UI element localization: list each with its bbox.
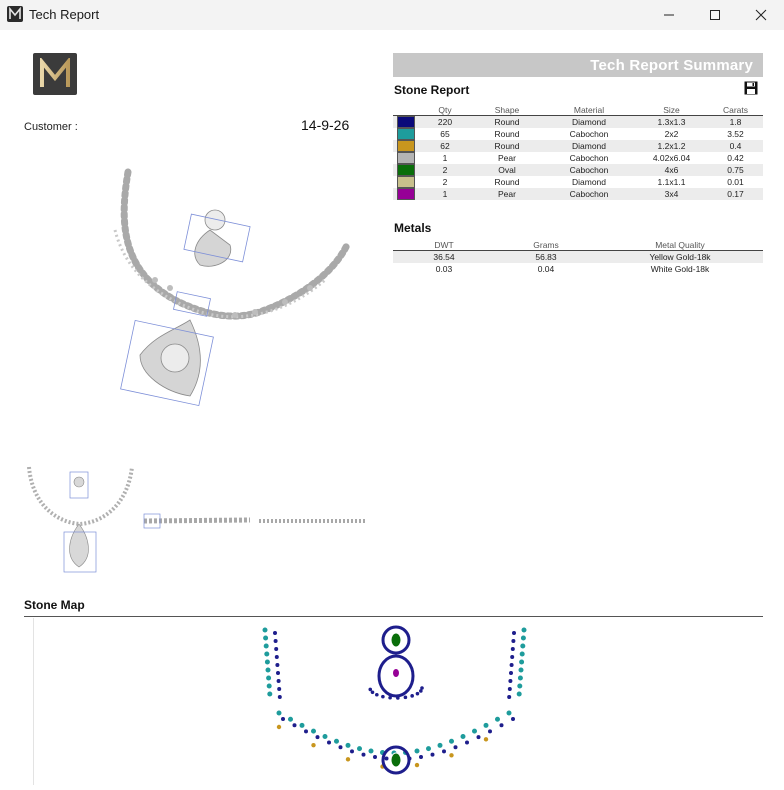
stone-dot bbox=[327, 741, 331, 745]
stone-dot bbox=[266, 676, 271, 681]
stone-report-table bbox=[393, 104, 763, 200]
stone-dot bbox=[288, 717, 293, 722]
stone-dot bbox=[273, 631, 277, 635]
summary-banner bbox=[393, 53, 763, 77]
window-title: Tech Report bbox=[29, 7, 100, 22]
stone-dot bbox=[507, 695, 511, 699]
stone-dot bbox=[426, 746, 431, 751]
cell-size: 4x6 bbox=[635, 164, 708, 176]
stone-dot bbox=[263, 636, 268, 641]
stone-dot bbox=[521, 636, 526, 641]
col-dwt: DWT bbox=[393, 239, 495, 251]
stone-dot bbox=[277, 711, 282, 716]
stone-color-swatch bbox=[397, 128, 415, 140]
stone-setting bbox=[391, 753, 401, 767]
stone-dot bbox=[517, 692, 522, 697]
cell-material: Diamond bbox=[543, 140, 635, 152]
stone-dot bbox=[404, 696, 408, 700]
customer-label: Customer : bbox=[24, 121, 78, 133]
col-qty: Qty bbox=[419, 104, 471, 116]
cell-qty: 2 bbox=[419, 164, 471, 176]
stone-dot bbox=[357, 746, 362, 751]
stone-dot bbox=[267, 684, 272, 689]
stone-dot bbox=[334, 739, 339, 744]
stone-dot bbox=[385, 757, 389, 761]
stone-dot bbox=[465, 741, 469, 745]
cell-carats: 0.75 bbox=[708, 164, 763, 176]
cell-size: 3x4 bbox=[635, 188, 708, 200]
cell-shape: Round bbox=[471, 140, 543, 152]
stone-color-cell bbox=[393, 140, 419, 152]
cell-material: Cabochon bbox=[569, 153, 609, 163]
col-size: Size bbox=[635, 104, 708, 116]
stone-dot bbox=[267, 692, 272, 697]
col-metal-quality: Metal Quality bbox=[597, 239, 763, 251]
cell-size: 1.3x1.3 bbox=[635, 116, 708, 129]
stone-dot bbox=[461, 734, 466, 739]
stone-dot bbox=[519, 660, 524, 665]
stone-color-cell bbox=[393, 188, 419, 200]
stone-dot bbox=[275, 655, 279, 659]
stone-dot bbox=[510, 655, 514, 659]
stone-dot bbox=[304, 729, 308, 733]
cell-carats: 0.42 bbox=[727, 153, 744, 163]
stone-dot bbox=[373, 755, 377, 759]
stone-color-swatch bbox=[397, 176, 415, 188]
table-row bbox=[393, 251, 763, 264]
stone-dot bbox=[510, 663, 514, 667]
stone-dot bbox=[419, 689, 423, 693]
stone-dot bbox=[454, 745, 458, 749]
app-icon bbox=[7, 6, 23, 22]
metals-header-row bbox=[393, 239, 763, 251]
table-row bbox=[393, 128, 763, 140]
stone-dot bbox=[368, 688, 372, 692]
cell-carats: 3.52 bbox=[727, 129, 744, 139]
stone-dot bbox=[323, 734, 328, 739]
stone-map-divider bbox=[24, 616, 763, 617]
close-button[interactable] bbox=[738, 0, 784, 30]
stone-dot bbox=[396, 696, 400, 700]
stone-map-panel bbox=[33, 618, 764, 785]
save-button[interactable] bbox=[744, 81, 758, 95]
stone-dot bbox=[495, 717, 500, 722]
save-icon bbox=[744, 81, 758, 95]
stone-dot bbox=[519, 668, 524, 673]
stone-dot bbox=[477, 735, 481, 739]
stone-dot bbox=[507, 711, 512, 716]
stone-setting bbox=[393, 669, 399, 677]
cell-grams: 0.04 bbox=[537, 264, 555, 274]
table-row bbox=[393, 152, 763, 164]
brand-logo bbox=[33, 53, 77, 95]
cell-carats: 0.01 bbox=[727, 177, 744, 187]
stone-color-cell bbox=[393, 152, 419, 164]
top-view-thumbnail bbox=[257, 512, 367, 530]
cell-material: Cabochon bbox=[569, 129, 609, 139]
maximize-icon bbox=[709, 9, 721, 21]
cell-shape: Oval bbox=[471, 164, 543, 176]
metals-table bbox=[393, 239, 763, 275]
cell-material: Diamond bbox=[571, 177, 607, 187]
stone-dot bbox=[449, 753, 453, 757]
stone-dot bbox=[339, 745, 343, 749]
stone-dot bbox=[438, 743, 443, 748]
stone-dot bbox=[371, 690, 375, 694]
cell-qty: 220 bbox=[419, 116, 471, 129]
stone-dot bbox=[266, 668, 271, 673]
stone-dot bbox=[511, 717, 515, 721]
col-material: Material bbox=[543, 104, 635, 116]
stone-dot bbox=[274, 647, 278, 651]
cell-shape: Round bbox=[471, 116, 543, 129]
stone-dot bbox=[508, 679, 512, 683]
table-row bbox=[393, 140, 763, 152]
stone-dot bbox=[518, 676, 523, 681]
table-row bbox=[393, 263, 763, 275]
stone-dot bbox=[381, 695, 385, 699]
cell-qty: 62 bbox=[419, 140, 471, 152]
stone-dot bbox=[410, 694, 414, 698]
cell-shape: Round bbox=[494, 129, 520, 139]
stone-dot bbox=[277, 679, 281, 683]
stone-dot bbox=[520, 644, 525, 649]
col-carats: Carats bbox=[708, 104, 763, 116]
stone-dot bbox=[362, 753, 366, 757]
close-icon bbox=[755, 9, 767, 21]
table-row bbox=[393, 188, 763, 200]
col-shape: Shape bbox=[471, 104, 543, 116]
minimize-icon bbox=[663, 9, 675, 21]
stone-setting bbox=[391, 633, 401, 647]
table-row bbox=[393, 176, 763, 188]
stone-dot bbox=[311, 729, 316, 734]
cell-qty: 1 bbox=[419, 188, 471, 200]
stone-dot bbox=[274, 639, 278, 643]
cell-material: Cabochon bbox=[543, 164, 635, 176]
minimize-button[interactable] bbox=[646, 0, 692, 30]
stone-dot bbox=[276, 671, 280, 675]
stone-dot bbox=[375, 693, 379, 697]
cell-qty: 1 bbox=[442, 153, 448, 163]
stone-report-header-row bbox=[393, 104, 763, 116]
report-date: 14-9-26 bbox=[301, 117, 350, 133]
side-view-thumbnail bbox=[142, 510, 252, 532]
cell-qty: 65 bbox=[440, 129, 450, 139]
stone-color-cell bbox=[393, 116, 419, 129]
stone-dot bbox=[500, 723, 504, 727]
stone-dot bbox=[350, 749, 354, 753]
stone-dot bbox=[511, 647, 515, 651]
summary-title: Tech Report Summary bbox=[590, 57, 753, 74]
stone-dot bbox=[278, 695, 282, 699]
cell-carats: 0.4 bbox=[708, 140, 763, 152]
stone-dot bbox=[311, 743, 315, 747]
stone-map-image bbox=[34, 618, 764, 785]
stone-report-heading: Stone Report bbox=[394, 83, 470, 97]
stone-color-cell bbox=[393, 128, 419, 140]
cell-shape: Round bbox=[494, 177, 520, 187]
stone-dot bbox=[488, 729, 492, 733]
stone-dot bbox=[442, 749, 446, 753]
stone-dot bbox=[512, 631, 516, 635]
stone-dot bbox=[346, 757, 350, 761]
stone-dot bbox=[484, 723, 489, 728]
cell-shape: Pear bbox=[471, 188, 543, 200]
stone-dot bbox=[264, 644, 269, 649]
title-bar bbox=[0, 0, 784, 30]
stone-color-swatch bbox=[397, 140, 415, 152]
stone-dot bbox=[449, 739, 454, 744]
stone-dot bbox=[369, 749, 374, 754]
stone-dot bbox=[275, 663, 279, 667]
stone-dot bbox=[419, 755, 423, 759]
table-row bbox=[393, 116, 763, 129]
stone-dot bbox=[522, 628, 527, 633]
stone-dot bbox=[388, 696, 392, 700]
cell-shape: Pear bbox=[498, 153, 516, 163]
stone-dot bbox=[300, 723, 305, 728]
stone-dot bbox=[508, 687, 512, 691]
stone-dot bbox=[415, 763, 419, 767]
cell-grams: 56.83 bbox=[495, 251, 597, 264]
stone-dot bbox=[263, 628, 268, 633]
stone-color-cell bbox=[393, 164, 419, 176]
cell-size: 2x2 bbox=[664, 129, 679, 139]
stone-dot bbox=[517, 684, 522, 689]
stone-dot bbox=[277, 725, 281, 729]
stone-dot bbox=[281, 717, 285, 721]
stone-dot bbox=[264, 652, 269, 657]
metals-heading: Metals bbox=[394, 221, 432, 235]
stone-color-swatch bbox=[397, 164, 415, 176]
stone-dot bbox=[472, 729, 477, 734]
cell-size: 4.02x6.04 bbox=[652, 153, 691, 163]
stone-dot bbox=[277, 687, 281, 691]
cell-size: 1.2x1.2 bbox=[635, 140, 708, 152]
stone-dot bbox=[484, 737, 488, 741]
table-row bbox=[393, 164, 763, 176]
stone-color-cell bbox=[393, 176, 419, 188]
col-grams: Grams bbox=[495, 239, 597, 251]
stone-color-swatch bbox=[397, 116, 415, 128]
stone-dot bbox=[415, 749, 420, 754]
stone-dot bbox=[509, 671, 513, 675]
stone-dot bbox=[431, 753, 435, 757]
front-view-thumbnail bbox=[24, 462, 136, 574]
cell-quality: White Gold-18k bbox=[650, 264, 710, 274]
stone-dot bbox=[416, 692, 420, 696]
cell-size: 1.1x1.1 bbox=[657, 177, 686, 187]
cell-quality: Yellow Gold-18k bbox=[597, 251, 763, 264]
col-swatch bbox=[393, 104, 419, 116]
stone-dot bbox=[511, 639, 515, 643]
stone-color-swatch bbox=[397, 152, 415, 164]
logo-m-icon bbox=[38, 58, 72, 90]
necklace-render-image bbox=[95, 160, 360, 420]
cell-carats: 1.8 bbox=[708, 116, 763, 129]
cell-dwt: 0.03 bbox=[435, 264, 453, 274]
cell-material: Diamond bbox=[543, 116, 635, 129]
stone-color-swatch bbox=[397, 188, 415, 200]
cell-qty: 2 bbox=[442, 177, 448, 187]
stone-map-heading: Stone Map bbox=[24, 598, 85, 612]
stone-dot bbox=[293, 723, 297, 727]
stone-dot bbox=[265, 660, 270, 665]
maximize-button[interactable] bbox=[692, 0, 738, 30]
stone-dot bbox=[520, 652, 525, 657]
cell-material: Cabochon bbox=[543, 188, 635, 200]
stone-dot bbox=[346, 743, 351, 748]
cell-carats: 0.17 bbox=[708, 188, 763, 200]
stone-dot bbox=[316, 735, 320, 739]
cell-dwt: 36.54 bbox=[393, 251, 495, 264]
